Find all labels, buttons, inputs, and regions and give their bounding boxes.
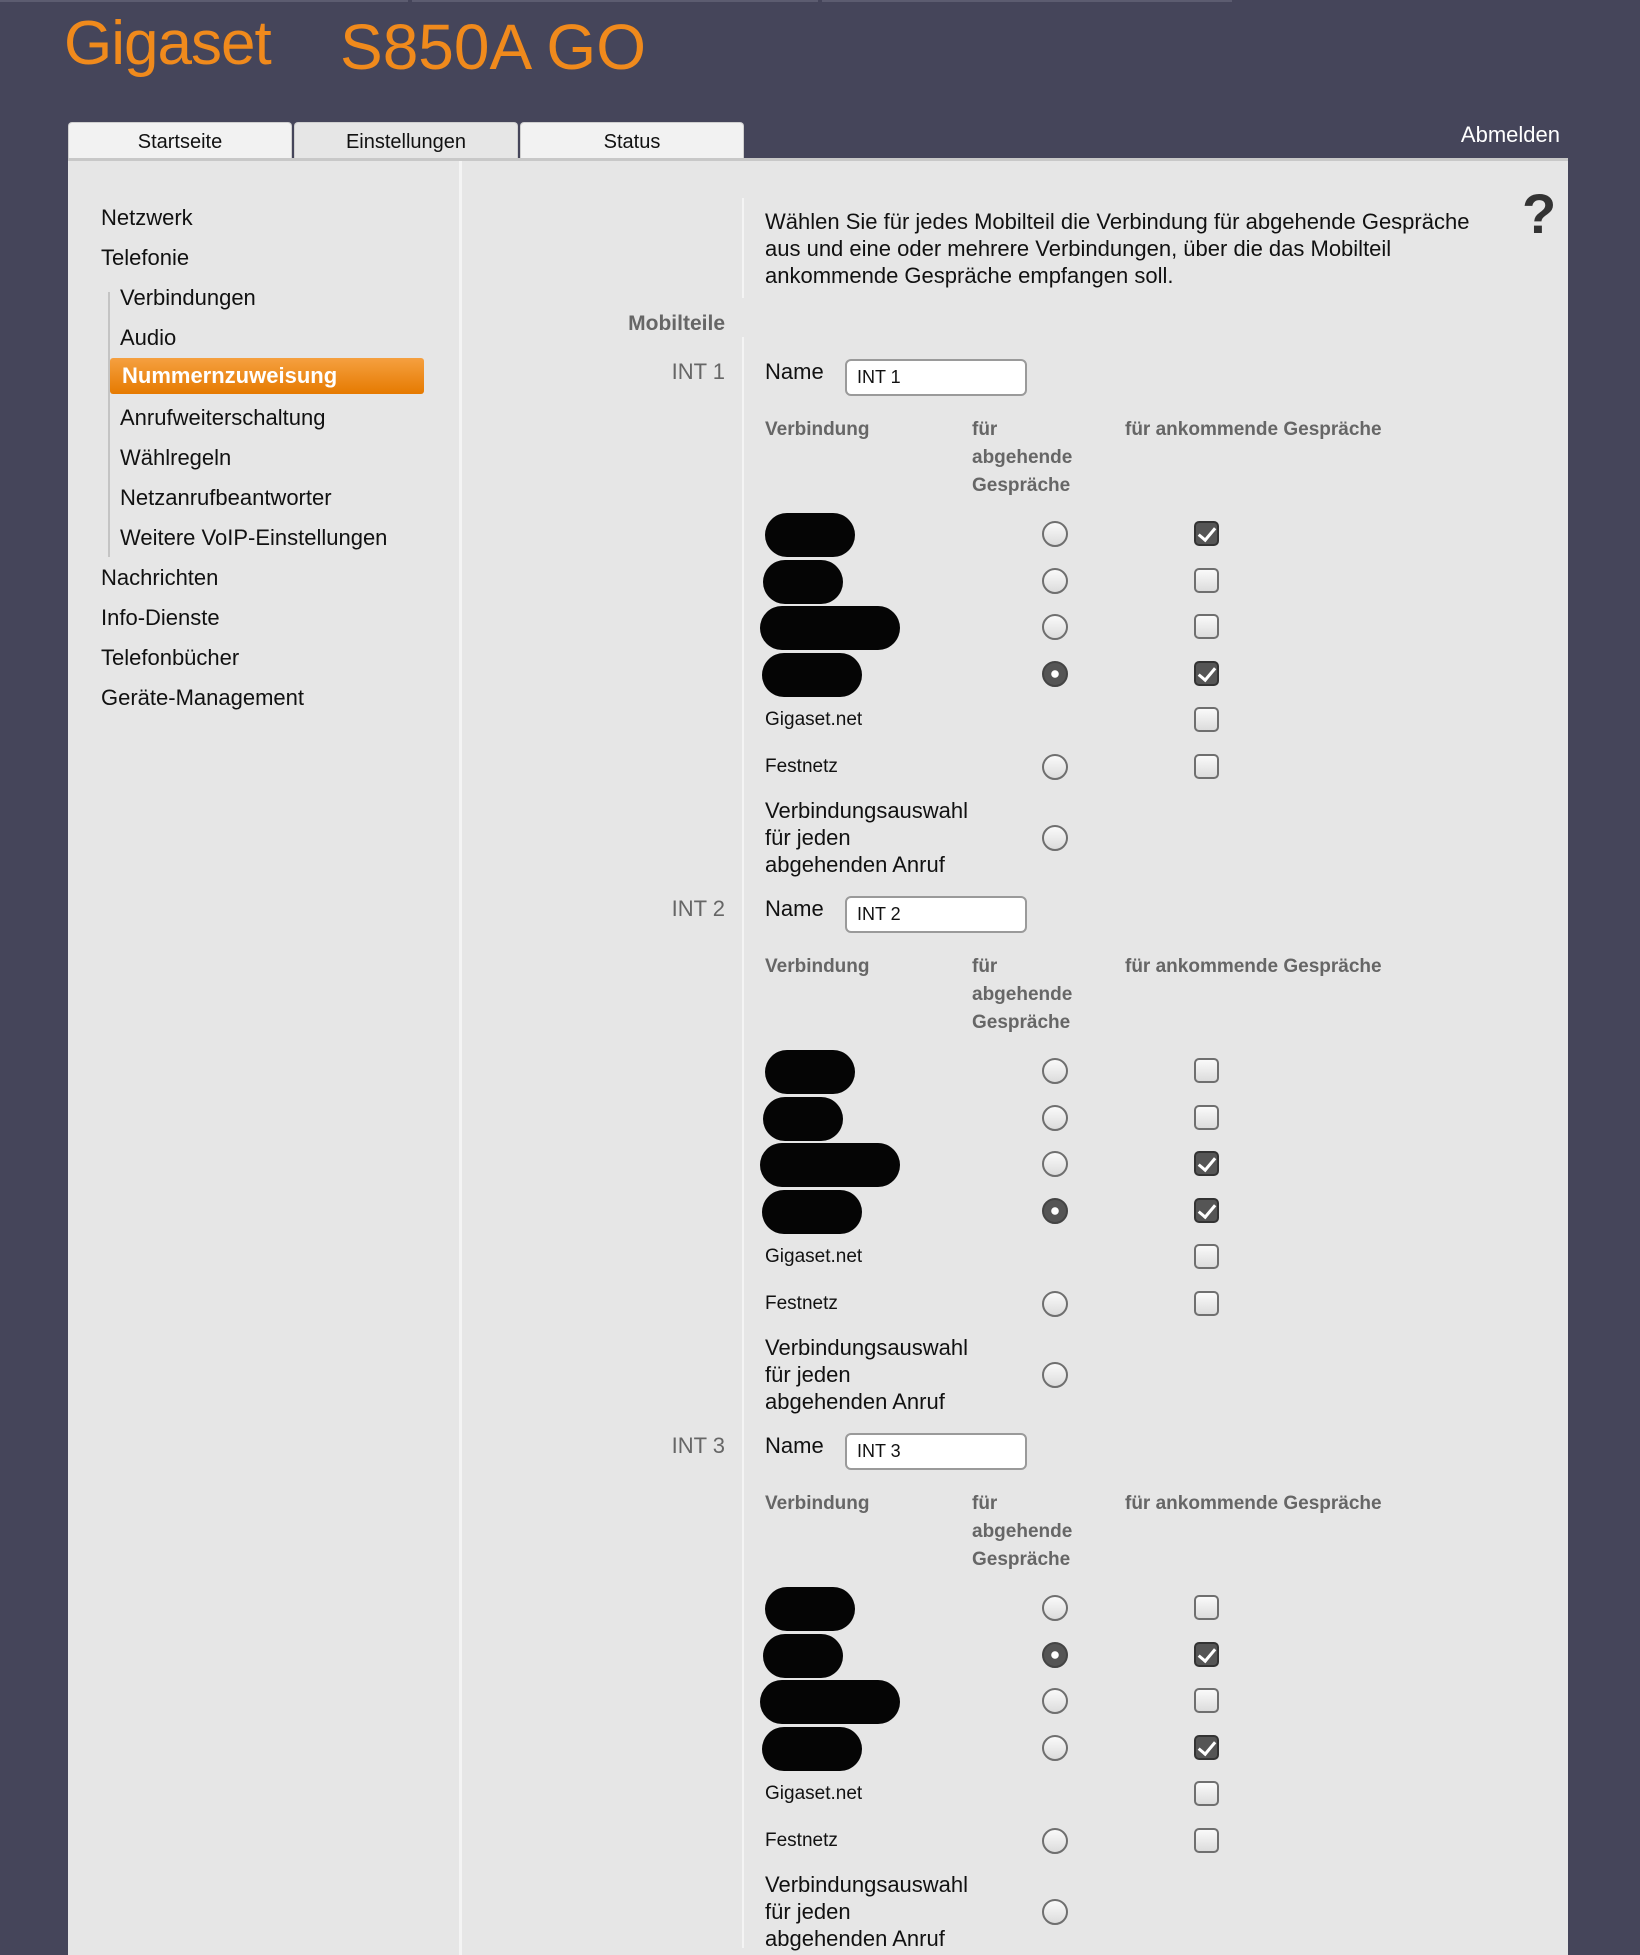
sidebar-item-netzanrufbeantworter[interactable]: Netzanrufbeantworter: [120, 485, 332, 510]
incoming-checkbox[interactable]: [1194, 1688, 1219, 1713]
handset-label: INT 2: [671, 896, 725, 921]
sidebar-item-telefonbuecher[interactable]: Telefonbücher: [101, 645, 240, 670]
incoming-checkbox[interactable]: [1194, 1642, 1219, 1667]
column-header-outgoing: abgehende: [972, 984, 1073, 1005]
incoming-checkbox[interactable]: [1194, 1058, 1219, 1083]
column-header-outgoing: für: [972, 956, 998, 977]
handset-label: INT 1: [671, 359, 725, 384]
auto-select-label: Verbindungsauswahl: [765, 798, 969, 823]
handset-divider: [742, 1411, 744, 1948]
redacted-connection-name: [763, 1097, 843, 1141]
intro-text: Wählen Sie für jedes Mobilteil die Verbindung für abgehende Gespräche aus und eine oder mehrere Verbindungen, über die das Mobilteil ankommende Gespräche empfangen soll.: [765, 209, 1470, 288]
outgoing-radio[interactable]: [1042, 1735, 1068, 1761]
auto-select-radio[interactable]: [1042, 1362, 1068, 1388]
auto-select-label: für jeden: [765, 1362, 851, 1387]
device-model-title: S850A GO: [340, 11, 646, 83]
top-edge-line: [412, 0, 818, 2]
sidebar-item-anrufweiterschaltung[interactable]: Anrufweiterschaltung: [120, 405, 326, 430]
column-header-outgoing: Gespräche: [972, 1549, 1071, 1570]
connection-gigaset-net: Gigaset.net: [765, 709, 863, 730]
sidebar-item-nummernzuweisung[interactable]: Nummernzuweisung: [110, 358, 424, 394]
sidebar-item-info-dienste[interactable]: Info-Dienste: [101, 605, 220, 630]
redacted-connection-name: [760, 606, 900, 650]
tab-einstellungen[interactable]: Einstellungen: [294, 122, 518, 158]
redacted-connection-name: [760, 1680, 900, 1724]
redacted-connection-name: [762, 653, 862, 697]
column-header-outgoing: Gespräche: [972, 1012, 1071, 1033]
handset-name-field[interactable]: [845, 896, 1027, 933]
outgoing-radio[interactable]: [1042, 1198, 1068, 1224]
incoming-checkbox[interactable]: [1194, 1198, 1219, 1223]
column-header-connection: Verbindung: [765, 1493, 870, 1514]
auto-select-radio[interactable]: [1042, 825, 1068, 851]
outgoing-radio[interactable]: [1042, 1151, 1068, 1177]
sidebar-item-nachrichten[interactable]: Nachrichten: [101, 565, 219, 590]
subnav-divider: [108, 292, 110, 557]
incoming-checkbox[interactable]: [1194, 1595, 1219, 1620]
gigaset-logo: Gigaset: [64, 9, 271, 78]
redacted-connection-name: [762, 1190, 862, 1234]
auto-select-label: abgehenden Anruf: [765, 852, 945, 877]
column-header-incoming: für ankommende Gespräche: [1125, 419, 1382, 440]
handset-label: INT 3: [671, 1433, 725, 1458]
auto-select-radio[interactable]: [1042, 1899, 1068, 1925]
incoming-checkbox[interactable]: [1194, 1291, 1219, 1316]
name-label: Name: [765, 896, 824, 921]
connection-festnetz: Festnetz: [765, 1830, 838, 1851]
incoming-checkbox[interactable]: [1194, 661, 1219, 686]
redacted-connection-name: [763, 560, 843, 604]
redacted-connection-name: [760, 1143, 900, 1187]
connection-festnetz: Festnetz: [765, 1293, 838, 1314]
incoming-checkbox[interactable]: [1194, 568, 1219, 593]
content-area: [465, 161, 1568, 1955]
handset-divider: [742, 337, 744, 874]
column-header-outgoing: für: [972, 1493, 998, 1514]
outgoing-radio-festnetz[interactable]: [1042, 1291, 1068, 1317]
name-label: Name: [765, 1433, 824, 1458]
auto-select-label: für jeden: [765, 1899, 851, 1924]
sidebar-item-telefonie[interactable]: Telefonie: [101, 245, 190, 270]
outgoing-radio[interactable]: [1042, 1105, 1068, 1131]
connection-gigaset-net: Gigaset.net: [765, 1246, 863, 1267]
redacted-connection-name: [765, 1050, 855, 1094]
outgoing-radio[interactable]: [1042, 661, 1068, 687]
outgoing-radio[interactable]: [1042, 521, 1068, 547]
incoming-checkbox[interactable]: [1194, 1151, 1219, 1176]
column-header-incoming: für ankommende Gespräche: [1125, 1493, 1382, 1514]
main-panel: [68, 158, 1568, 1955]
sidebar: [68, 161, 462, 1955]
incoming-checkbox[interactable]: [1194, 707, 1219, 732]
logout-link[interactable]: Abmelden: [1460, 122, 1560, 147]
sidebar-item-waehlregeln[interactable]: Wählregeln: [120, 445, 232, 470]
tab-status[interactable]: Status: [520, 122, 744, 158]
outgoing-radio[interactable]: [1042, 1058, 1068, 1084]
redacted-connection-name: [762, 1727, 862, 1771]
auto-select-label: abgehenden Anruf: [765, 1926, 945, 1951]
column-header-incoming: für ankommende Gespräche: [1125, 956, 1382, 977]
outgoing-radio-festnetz[interactable]: [1042, 1828, 1068, 1854]
section-title-mobilteile: Mobilteile: [628, 312, 725, 335]
sidebar-item-weitere-voip[interactable]: Weitere VoIP-Einstellungen: [120, 525, 388, 550]
column-header-connection: Verbindung: [765, 956, 870, 977]
sidebar-item-netzwerk[interactable]: Netzwerk: [101, 205, 193, 230]
column-header-outgoing: für: [972, 419, 998, 440]
handset-divider: [742, 874, 744, 1411]
top-edge-line: [822, 0, 1232, 2]
outgoing-radio-festnetz[interactable]: [1042, 754, 1068, 780]
auto-select-label: Verbindungsauswahl: [765, 1872, 969, 1897]
outgoing-radio[interactable]: [1042, 1642, 1068, 1668]
redacted-connection-name: [765, 513, 855, 557]
incoming-checkbox[interactable]: [1194, 1105, 1219, 1130]
incoming-checkbox[interactable]: [1194, 521, 1219, 546]
column-header-outgoing: abgehende: [972, 1521, 1073, 1542]
incoming-checkbox[interactable]: [1194, 1781, 1219, 1806]
incoming-checkbox[interactable]: [1194, 1735, 1219, 1760]
column-header-connection: Verbindung: [765, 419, 870, 440]
redacted-connection-name: [763, 1634, 843, 1678]
column-header-outgoing: abgehende: [972, 447, 1073, 468]
handset-name-field[interactable]: [845, 1433, 1027, 1470]
handset-name-field[interactable]: [845, 359, 1027, 396]
sidebar-item-audio[interactable]: Audio: [120, 325, 177, 350]
outgoing-radio[interactable]: [1042, 614, 1068, 640]
tab-startseite[interactable]: Startseite: [68, 122, 292, 158]
sidebar-item-verbindungen[interactable]: Verbindungen: [120, 285, 256, 310]
redacted-connection-name: [765, 1587, 855, 1631]
outgoing-radio[interactable]: [1042, 568, 1068, 594]
outgoing-radio[interactable]: [1042, 1595, 1068, 1621]
intro-divider: [742, 198, 744, 298]
incoming-checkbox[interactable]: [1194, 1828, 1219, 1853]
outgoing-radio[interactable]: [1042, 1688, 1068, 1714]
auto-select-label: für jeden: [765, 825, 851, 850]
connection-gigaset-net: Gigaset.net: [765, 1783, 863, 1804]
name-label: Name: [765, 359, 824, 384]
top-edge-line: [0, 0, 408, 2]
incoming-checkbox[interactable]: [1194, 614, 1219, 639]
auto-select-label: Verbindungsauswahl: [765, 1335, 969, 1360]
incoming-checkbox[interactable]: [1194, 1244, 1219, 1269]
column-header-outgoing: Gespräche: [972, 475, 1071, 496]
help-icon[interactable]: ?: [1522, 182, 1557, 245]
incoming-checkbox[interactable]: [1194, 754, 1219, 779]
auto-select-label: abgehenden Anruf: [765, 1389, 945, 1414]
sidebar-item-geraete-management[interactable]: Geräte-Management: [101, 685, 304, 710]
connection-festnetz: Festnetz: [765, 756, 838, 777]
